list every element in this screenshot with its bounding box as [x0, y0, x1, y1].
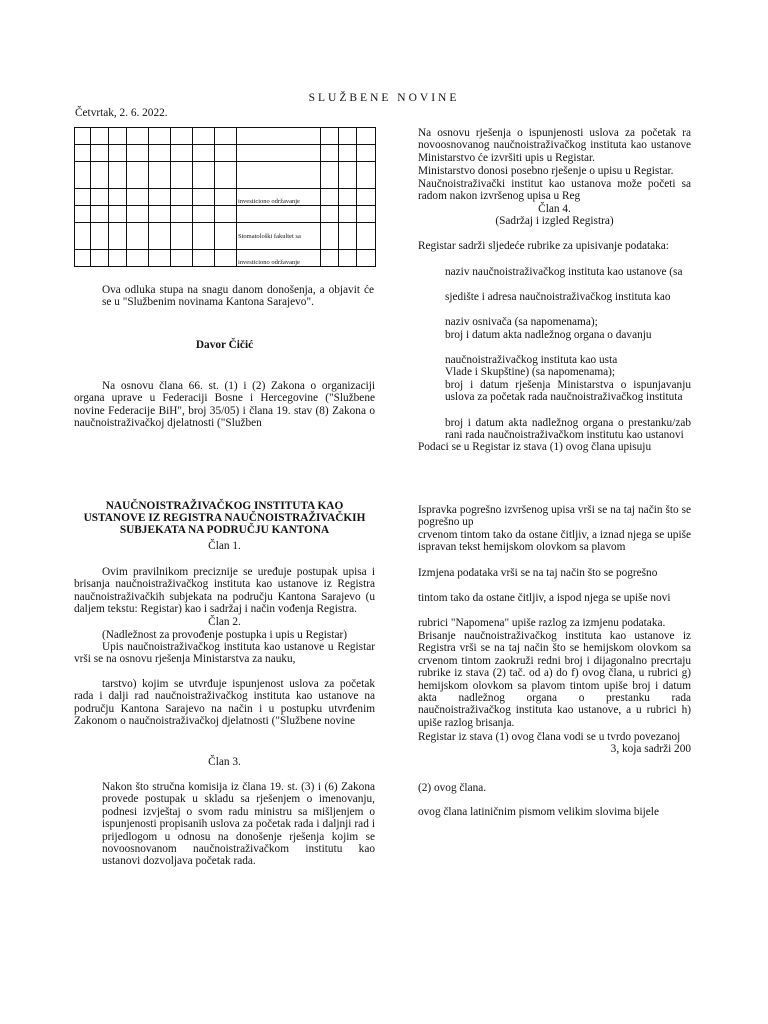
budget-table-fragment — [74, 127, 376, 267]
paragraph-registar-vodi-cont: 3, koja sadrži 200 — [610, 743, 691, 755]
paragraph-article-2a: Upis naučnoistraživačkog instituta kao ustanove u Registar vrši se na osnovu rješenja Ministarstva za nauku, — [74, 641, 375, 666]
paragraph-article-2b: tarstvo) kojim se utvrđuje ispunjenost uslova za početak rada i dalji rad naučnoistraživačkog instituta kao ustanove na području Kantona Sarajevo na način i u postupku utvrđenim Zakonom o naučnoistraživačkoj djelatnosti ("Službene novine — [74, 678, 375, 728]
paragraph-upis: Na osnovu rješenja o ispunjenosti uslova za početak ra novoosnovanog naučnoistraživačkog instituta kao ustanove Ministarstvo će izvršiti upis u Registar. — [418, 127, 691, 164]
rulebook-title-line: SUBJEKATA NA PODRUČJU KANTONA — [119, 524, 330, 536]
signer-name: Davor Čičić — [195, 339, 254, 351]
table-cell-text: Stomatološki fakultet sa — [237, 223, 321, 250]
article-subheading: (Sadržaj i izgled Registra) — [495, 215, 614, 227]
list-item: broj i datum akta nadležnog organa o davanju — [445, 329, 652, 341]
paragraph-article-3: Nakon što stručna komisija iz člana 19. st. (3) i (6) Zakona provede postupak u skladu sa rješenjem o imenovanju, podnesi izvještaj o svom radu ministru sa mišljenjem o ispunjenosti propisanih uslova za početak rada i daljnji rad i prijedlogom u odnosu na donošenje rješenja kojim se novoosnovanom naučnoistraživačkom institutu kao ustanovi dozvoljava početak rada. — [102, 781, 375, 868]
paragraph-stav-2: (2) ovog člana. — [418, 782, 487, 794]
paragraph-ispravka: Ispravka pogrešno izvršenog upisa vrši se na taj način što se pogrešno up — [418, 504, 691, 529]
paragraph-article-1: Ovim pravilnikom precizniје se uređuje postupak upisa i brisanja naučnoistraživačkog instituta kao ustanove iz Registra naučnoistraživačkih subjekata na području Kantona Sarajevo (u daljem tekstu: Registar) kao i sadržaj i način vođenja Registra. — [74, 566, 375, 616]
paragraph-registar-vodi: Registar iz stava (1) ovog člana vodi se u tvrdo povezanoj — [418, 731, 681, 743]
list-item: broj i datum rješenja Ministarstva o ispunjavanju uslova za početak rada naučnoistraživačkog instituta — [445, 379, 691, 404]
rulebook-title-line: USTANOVE IZ REGISTRA NAUČNOISTRAŽIVAČKIH — [83, 512, 366, 524]
paragraph-brisanje: Brisanje naučnoistraživačkog instituta kao ustanove iz Registra vrši se na taj način što se hemijskom olovkom sa crvenom tintom zaokruži redni broj i dijagonalno precrtaju rubrike iz stava (2) tač. od a) do f) ovog člana, u rubrici g) hemijskom olovkom sa plavom tintom upiše broj i datum akta nadležnog organa o prestanku rada naučnoistraživačkog instituta kao ustanove, a u rubrici h) upiše razlog brisanja. — [418, 630, 691, 729]
paragraph-ispravka-cont: crvenom tintom tako da ostane čitljiv, a iznad njega se upiše ispravan tekst hemijskom olovkom sa plavom — [418, 529, 691, 554]
article-heading: Član 2. — [208, 616, 241, 628]
article-heading: Član 4. — [538, 203, 571, 215]
paragraph-izmjena-end: rubrici "Napomena" upiše razlog za izmjenu podataka. — [418, 617, 666, 629]
paragraph-legal-basis: Na osnovu člana 66. st. (1) i (2) Zakona o organizaciji organa uprave u Federaciji Bosne i Hercegovine ("Službene novine Federacije BiH", broj 35/05) i člana 19. stav (8) Zakona o naučnoistraživačkoj djelatnosti ("Služben — [74, 380, 375, 430]
paragraph-rubrike: Registar sadrži sljedeće rubrike za upisivanje podataka: — [418, 240, 669, 252]
newspaper-title: SLUŽBENE NOVINE — [308, 92, 460, 104]
list-item: naziv naučnoistraživačkog instituta kao ustanove (sa — [445, 266, 683, 278]
list-item: sjedište i adresa naučnoistraživačkog instituta kao — [445, 291, 671, 303]
list-item: broj i datum akta nadležnog organa o prestanku/zab rani rada naučnoistraživačkom institutu kao ustanovi — [445, 417, 691, 442]
paragraph-upis-2: Ministarstvo donosi posebno rješenje o upisu u Registar. — [418, 165, 674, 177]
list-item: Vlade i Skupštine) (sa napomenama); — [445, 366, 616, 378]
article-subheading: (Nadležnost za provođenje postupka i upis u Registar) — [101, 629, 348, 641]
article-heading: Član 3. — [208, 756, 241, 768]
table-cell-text: investiciono održavanje — [237, 250, 321, 267]
list-item: naučnoistraživačkog instituta kao usta — [445, 354, 618, 366]
paragraph-izmjena: Izmjena podataka vrši se na taj način što se pogrešno — [418, 567, 658, 579]
rulebook-title-line: NAUČNOISTRAŽIVAČKOG INSTITUTA KAO — [105, 500, 344, 512]
issue-date: Četvrtak, 2. 6. 2022. — [75, 107, 168, 119]
paragraph-latinica: ovog člana latiničnim pismom velikim slovima bijele — [418, 806, 659, 818]
paragraph-stupa: Ova odluka stupa na snagu danom donošenja, a objavit će se u "Službenim novinama Kantona Sarajevo". — [102, 284, 374, 309]
paragraph-podaci: Podaci se u Registar iz stava (1) ovog člana upisuju — [418, 441, 652, 453]
paragraph-upis-3: Naučnoistraživački institut kao ustanova može početi sa radom nakon izvršenog upisa u Reg — [418, 178, 691, 203]
list-item: naziv osnivača (sa napomenama); — [445, 316, 598, 328]
paragraph-izmjena-cont: tintom tako da ostane čitljiv, a ispod njega se upiše novi — [418, 592, 671, 604]
table-cell-text: investiciono održavanje — [237, 189, 321, 206]
article-heading: Član 1. — [208, 540, 241, 552]
